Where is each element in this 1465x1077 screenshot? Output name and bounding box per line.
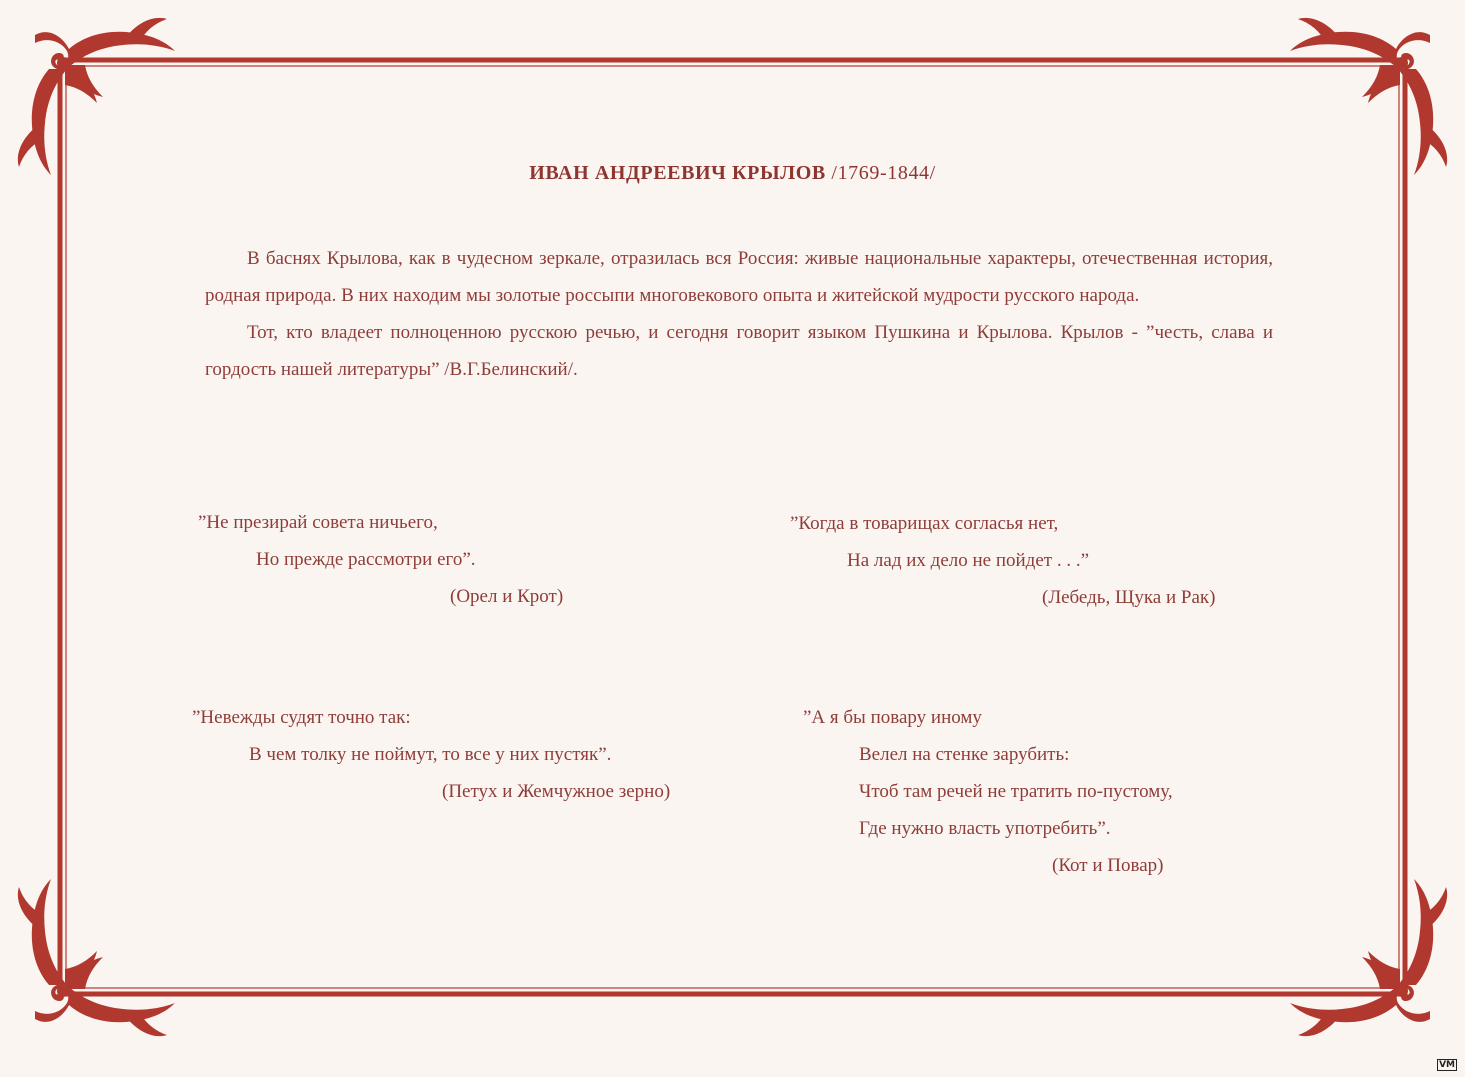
fable-quote — [198, 504, 563, 615]
quote-line: На лад их дело не пойдет . . .” — [847, 550, 1090, 571]
corner-ornament-bottom-right — [1290, 879, 1447, 1036]
quote-source: (Кот и Повар) — [1052, 855, 1164, 876]
quote-line: Но прежде рассмотри его”. — [256, 549, 476, 570]
author-years: /1769-1844/ — [831, 162, 936, 184]
corner-ornament-bottom-left — [18, 879, 175, 1036]
page-title — [0, 162, 1465, 185]
quote-line: ”Не презирай совета ничьего, — [198, 512, 438, 533]
author-name: ИВАН АНДРЕЕВИЧ КРЫЛОВ — [529, 162, 826, 184]
quote-line: ”А я бы повару иному — [803, 707, 982, 728]
intro-text — [205, 240, 1273, 388]
quote-source: (Петух и Жемчужное зерно) — [442, 781, 671, 802]
fable-quote — [790, 505, 1215, 616]
quote-line: ”Невежды судят точно так: — [192, 707, 411, 728]
fable-quote — [192, 699, 670, 810]
quote-line: Чтоб там речей не тратить по-пустому, — [859, 781, 1173, 802]
quote-line: Где нужно власть употребить”. — [859, 818, 1111, 839]
corner-ornament-top-right — [1290, 18, 1447, 175]
fable-quote — [803, 699, 1173, 884]
corner-watermark: VM — [1439, 1060, 1455, 1070]
quote-line: Велел на стенке зарубить: — [859, 744, 1070, 765]
quote-source: (Лебедь, Щука и Рак) — [1042, 587, 1216, 608]
intro-paragraph: Тот, кто владеет полноценною русскою речью, и сегодня говорит языком Пушкина и Крылова. Крылов - ”честь, слава и гордость нашей литературы” /В.Г.Белинский/. — [205, 322, 1273, 380]
quote-line: ”Когда в товарищах согласья нет, — [790, 513, 1059, 534]
corner-ornament-top-left — [18, 18, 175, 175]
quote-line: В чем толку не поймут, то все у них пустяк”. — [249, 744, 612, 765]
quote-source: (Орел и Крот) — [450, 586, 564, 607]
intro-paragraph: В баснях Крылова, как в чудесном зеркале, отразилась вся Россия: живые национальные характеры, отечественная история, родная природа. В них находим мы золотые россыпи многовекового опыта и житейской мудрости русского народа. — [205, 248, 1273, 306]
